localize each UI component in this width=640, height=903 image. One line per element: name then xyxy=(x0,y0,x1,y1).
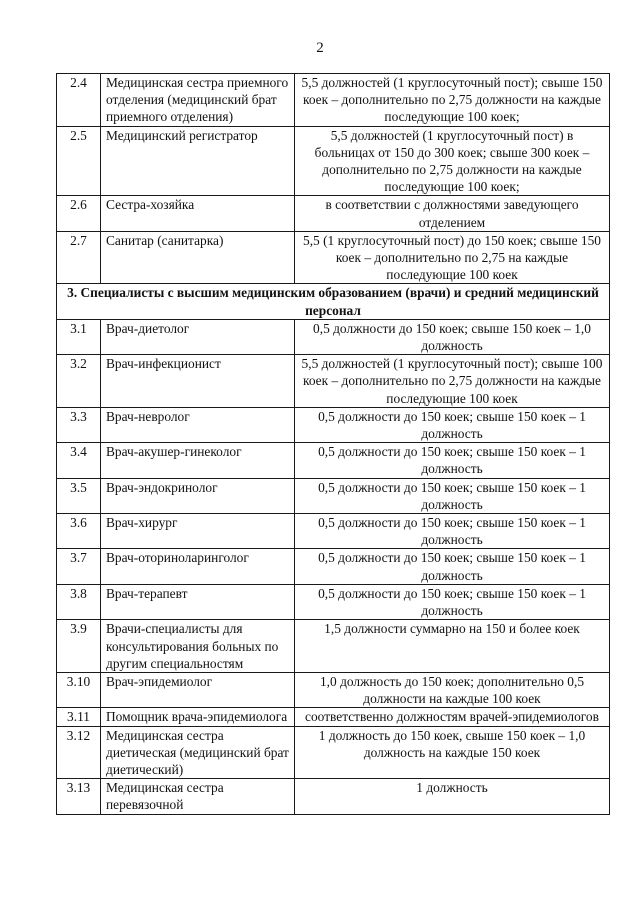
item-number: 3.12 xyxy=(57,726,101,779)
staffing-norm: 0,5 должности до 150 коек; свыше 150 коек – 1,0 должность xyxy=(295,319,610,354)
item-number: 2.4 xyxy=(57,74,101,127)
staffing-norm: 5,5 должностей (1 круглосуточный пост) в больницах от 150 до 300 коек; свыше 300 коек – дополнительно по 2,75 должности на каждые последующие 100 коек; xyxy=(295,126,610,196)
item-number: 3.7 xyxy=(57,549,101,584)
position-name: Врач-инфекционист xyxy=(101,355,295,408)
table-row xyxy=(57,726,610,779)
section-title: 3. Специалисты с высшим медицинским образованием (врачи) и средний медицинский персонал xyxy=(57,284,610,319)
staffing-norm: 0,5 должности до 150 коек; свыше 150 коек – 1 должность xyxy=(295,443,610,478)
item-number: 3.8 xyxy=(57,584,101,619)
staffing-norm: 5,5 должностей (1 круглосуточный пост); свыше 150 коек – дополнительно по 2,75 должности на каждые последующие 100 коек; xyxy=(295,74,610,127)
staffing-norm: 5,5 (1 круглосуточный пост) до 150 коек; свыше 150 коек – дополнительно по 2,75 на каждые последующие 100 коек xyxy=(295,231,610,284)
position-name: Медицинская сестра приемного отделения (медицинский брат приемного отделения) xyxy=(101,74,295,127)
page-number: 2 xyxy=(316,40,324,56)
table-row xyxy=(57,319,610,354)
table-row xyxy=(57,584,610,619)
section-header-row xyxy=(57,284,610,319)
table-row xyxy=(57,126,610,196)
item-number: 3.3 xyxy=(57,407,101,442)
item-number: 3.4 xyxy=(57,443,101,478)
staffing-norm: 5,5 должностей (1 круглосуточный пост); свыше 100 коек – дополнительно по 2,75 должности на каждые последующие 100 коек xyxy=(295,355,610,408)
position-name: Врач-диетолог xyxy=(101,319,295,354)
table-row xyxy=(57,779,610,814)
staffing-norm: 0,5 должности до 150 коек; свыше 150 коек – 1 должность xyxy=(295,514,610,549)
item-number: 3.10 xyxy=(57,672,101,707)
position-name: Врачи-специалисты для консультирования больных по другим специальностям xyxy=(101,620,295,673)
item-number: 2.7 xyxy=(57,231,101,284)
staffing-norm: 0,5 должности до 150 коек; свыше 150 коек – 1 должность xyxy=(295,407,610,442)
staffing-norm: в соответствии с должностями заведующего отделением xyxy=(295,196,610,231)
item-number: 3.13 xyxy=(57,779,101,814)
table-row xyxy=(57,407,610,442)
staffing-norm: 1 должность до 150 коек, свыше 150 коек – 1,0 должность на каждые 150 коек xyxy=(295,726,610,779)
staffing-norm: 0,5 должности до 150 коек; свыше 150 коек – 1 должность xyxy=(295,478,610,513)
item-number: 3.6 xyxy=(57,514,101,549)
position-name: Врач-эндокринолог xyxy=(101,478,295,513)
staffing-table xyxy=(56,73,610,815)
position-name: Медицинский регистратор xyxy=(101,126,295,196)
staffing-norm: 1,0 должность до 150 коек; дополнительно 0,5 должности на каждые 100 коек xyxy=(295,672,610,707)
table-row xyxy=(57,620,610,673)
position-name: Врач-акушер-гинеколог xyxy=(101,443,295,478)
staffing-norm: соответственно должностям врачей-эпидемиологов xyxy=(295,708,610,726)
table-row xyxy=(57,443,610,478)
item-number: 3.11 xyxy=(57,708,101,726)
position-name: Врач-хирург xyxy=(101,514,295,549)
item-number: 2.5 xyxy=(57,126,101,196)
table-row xyxy=(57,549,610,584)
item-number: 2.6 xyxy=(57,196,101,231)
position-name: Медицинская сестра диетическая (медицинский брат диетический) xyxy=(101,726,295,779)
table-row xyxy=(57,672,610,707)
item-number: 3.9 xyxy=(57,620,101,673)
table-row xyxy=(57,74,610,127)
position-name: Санитар (санитарка) xyxy=(101,231,295,284)
item-number: 3.5 xyxy=(57,478,101,513)
table-row xyxy=(57,355,610,408)
table-row xyxy=(57,231,610,284)
staffing-norm: 0,5 должности до 150 коек; свыше 150 коек – 1 должность xyxy=(295,584,610,619)
staffing-table-body xyxy=(57,74,610,815)
item-number: 3.1 xyxy=(57,319,101,354)
position-name: Помощник врача-эпидемиолога xyxy=(101,708,295,726)
table-row xyxy=(57,708,610,726)
staffing-norm: 1 должность xyxy=(295,779,610,814)
position-name: Врач-невролог xyxy=(101,407,295,442)
position-name: Врач-эпидемиолог xyxy=(101,672,295,707)
table-row xyxy=(57,478,610,513)
item-number: 3.2 xyxy=(57,355,101,408)
staffing-norm: 1,5 должности суммарно на 150 и более коек xyxy=(295,620,610,673)
table-row xyxy=(57,196,610,231)
position-name: Врач-терапевт xyxy=(101,584,295,619)
position-name: Медицинская сестра перевязочной xyxy=(101,779,295,814)
position-name: Врач-оториноларинголог xyxy=(101,549,295,584)
position-name: Сестра-хозяйка xyxy=(101,196,295,231)
staffing-norm: 0,5 должности до 150 коек; свыше 150 коек – 1 должность xyxy=(295,549,610,584)
table-row xyxy=(57,514,610,549)
